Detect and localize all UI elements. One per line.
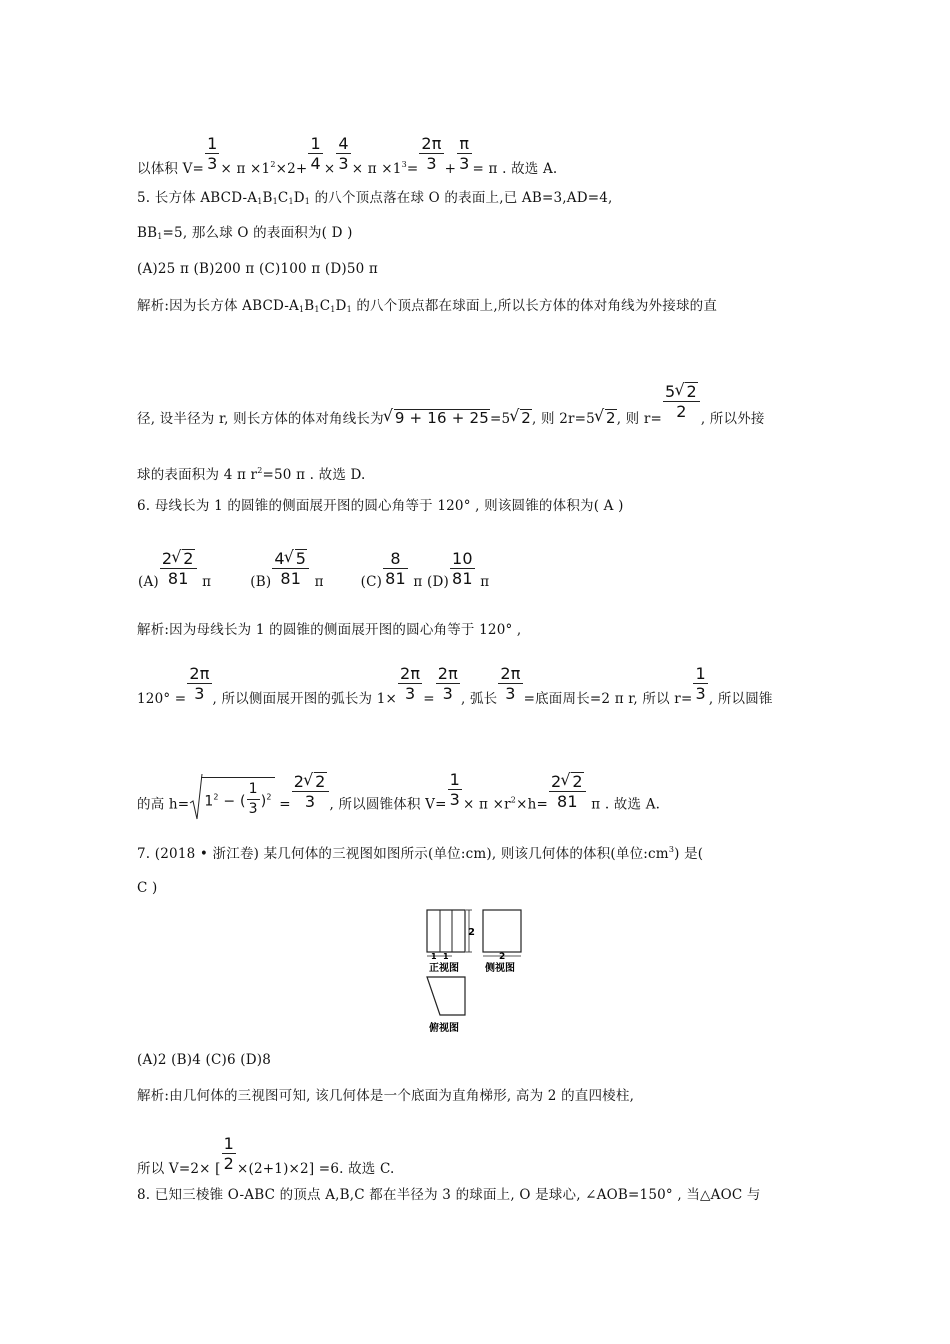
top-view-trapezoid (427, 977, 465, 1015)
question-7-stem-2: C ) (137, 880, 158, 896)
front-view-rect (427, 910, 465, 952)
fraction: $\frac{2\pi}{3}$ (421, 134, 442, 173)
three-view-figure (416, 907, 526, 1037)
fraction: $\frac{2\pi}{3}$ (500, 664, 521, 703)
dim-label: 1 (443, 952, 449, 961)
fraction: $\frac{8}{81}$ (385, 549, 406, 588)
question-5-options: (A)25 π (B)200 π (C)100 π (D)50 π (137, 261, 378, 277)
front-view-label: 正视图 (429, 963, 459, 974)
question-6-options: (A) $\frac{2√ 2}{81}$ π (B) $\frac{4√ 5}{81}$ π (C) $\frac{8}{81}$ π (D) $\frac{10}{81}$ π (138, 563, 489, 602)
fraction: $\frac{10}{81}$ (451, 549, 473, 588)
fraction: $\frac{1}{3}$ (695, 664, 706, 703)
fraction: $\frac{1}{3}$ (207, 134, 218, 173)
fraction: $\frac{1}{4}$ (310, 134, 321, 173)
side-view-label: 侧视图 (485, 963, 515, 974)
fraction: $\frac{4}{3}$ (338, 134, 349, 173)
fraction: $\frac{2\pi}{3}$ (400, 664, 421, 703)
fraction: $\frac{4√ 5}{81}$ (272, 549, 309, 588)
question-6-stem: 6. 母线长为 1 的圆锥的侧面展开图的圆心角等于 120° , 则该圆锥的体积为( A ) (137, 498, 624, 514)
question-5-solution-3: 球的表面积为 4 π $r^2=50$ π . 故选 D. (137, 466, 366, 483)
question-6-solution-2: 120° = $\frac{2\pi}{3}$ , 所以侧面展开图的弧长为 1× $\frac{2\pi}{3}$ = $\frac{2\pi}{3}$ , 弧长 $\frac{2\pi}{3}$ =底面周长=2 π r, 所以 r= $\frac{1}{3}$ , 所以圆锥 (137, 664, 773, 707)
fraction: $\frac{5√ 2}{2}$ (663, 382, 700, 421)
fraction: $\frac{1}{3}$ (248, 781, 258, 817)
volume-line: 以体积 V= $\frac{1}{3}$ × $\pi \times 1^2\times 2+$ $\frac{1}{4}$ × $\frac{4}{3}$ × $\pi \times 1^3=$ $\frac{2\pi}{3}$ + $\frac{\pi}{3}$ = π . 故选 A. (137, 134, 558, 177)
fraction: $\frac{1}{2}$ (223, 1134, 235, 1173)
question-7-options: (A)2 (B)4 (C)6 (D)8 (137, 1052, 271, 1068)
dim-label: 1 (431, 952, 437, 961)
fraction: $\frac{2√ 2}{81}$ (160, 549, 197, 588)
dim-label: 2 (468, 927, 475, 938)
fraction: $\frac{2√ 2}{3}$ (292, 772, 329, 811)
fraction: $\frac{1}{3}$ (449, 769, 461, 809)
question-7-solution-1: 解析:由几何体的三视图可知, 该几何体是一个底面为直角梯形, 高为 2 的直四棱柱, (137, 1088, 635, 1104)
fraction: $\frac{2\pi}{3}$ (437, 664, 458, 703)
question-5-stem: 5. 长方体 ABCD-$A_1B_1C_1D_1$ 的八个顶点落在球 O 的表面上,已 AB=3,AD=4, (137, 190, 613, 206)
question-7-stem: 7. (2018 • 浙江卷) 某几何体的三视图如图所示(单位:cm), 则该几何体的体积(单位$:cm^3$) 是( (137, 845, 704, 862)
question-8-stem: 8. 已知三棱锥 O-ABC 的顶点 A,B,C 都在半径为 3 的球面上, O 是球心, ∠AOB=150° , 当△AOC 与 (137, 1187, 761, 1203)
question-5-solution-2: 径, 设半径为 r, 则长方体的体对角线长为√ 9 + 16 + 25=5√ 2, 则 2r=5√ 2, 则 r= $\frac{5√ 2}{2}$ , 所以外接 (137, 400, 765, 439)
question-5-solution-1: 解析:因为长方体 ABCD-$A_1B_1C_1D_1$ 的八个顶点都在球面上,所以长方体的体对角线为外接球的直 (137, 298, 718, 314)
question-6-solution-3: 的高 h= $1^2$ − ( $\frac{1}{3}$ )$^2$ = $\frac{2√ 2}{3}$ , 所以圆锥体积 V= $\frac{1}{3}$ × $\pi \times r^2\times h=$ $\frac{2√ 2}{81}$ π . 故选 A. (137, 785, 660, 825)
question-7-solution-2: 所以 V=2× [ $\frac{1}{2}$ ×(2+1)×2] =6. 故选 C. (137, 1134, 395, 1177)
question-5-stem-2: $BB_1=5$, 那么球 O 的表面积为( D ) (137, 225, 353, 241)
dim-label: 2 (499, 952, 506, 962)
fraction: $\frac{2√ 2}{81}$ (549, 772, 586, 811)
square-root: $1^2$ − ( $\frac{1}{3}$ )$^2$ (189, 777, 274, 817)
question-6-solution-1: 解析:因为母线长为 1 的圆锥的侧面展开图的圆心角等于 120° , (137, 622, 522, 638)
top-view-label: 俯视图 (429, 1023, 459, 1034)
fraction: $\frac{\pi}{3}$ (459, 134, 470, 173)
fraction: $\frac{2\pi}{3}$ (189, 664, 210, 703)
side-view-rect (483, 910, 521, 952)
